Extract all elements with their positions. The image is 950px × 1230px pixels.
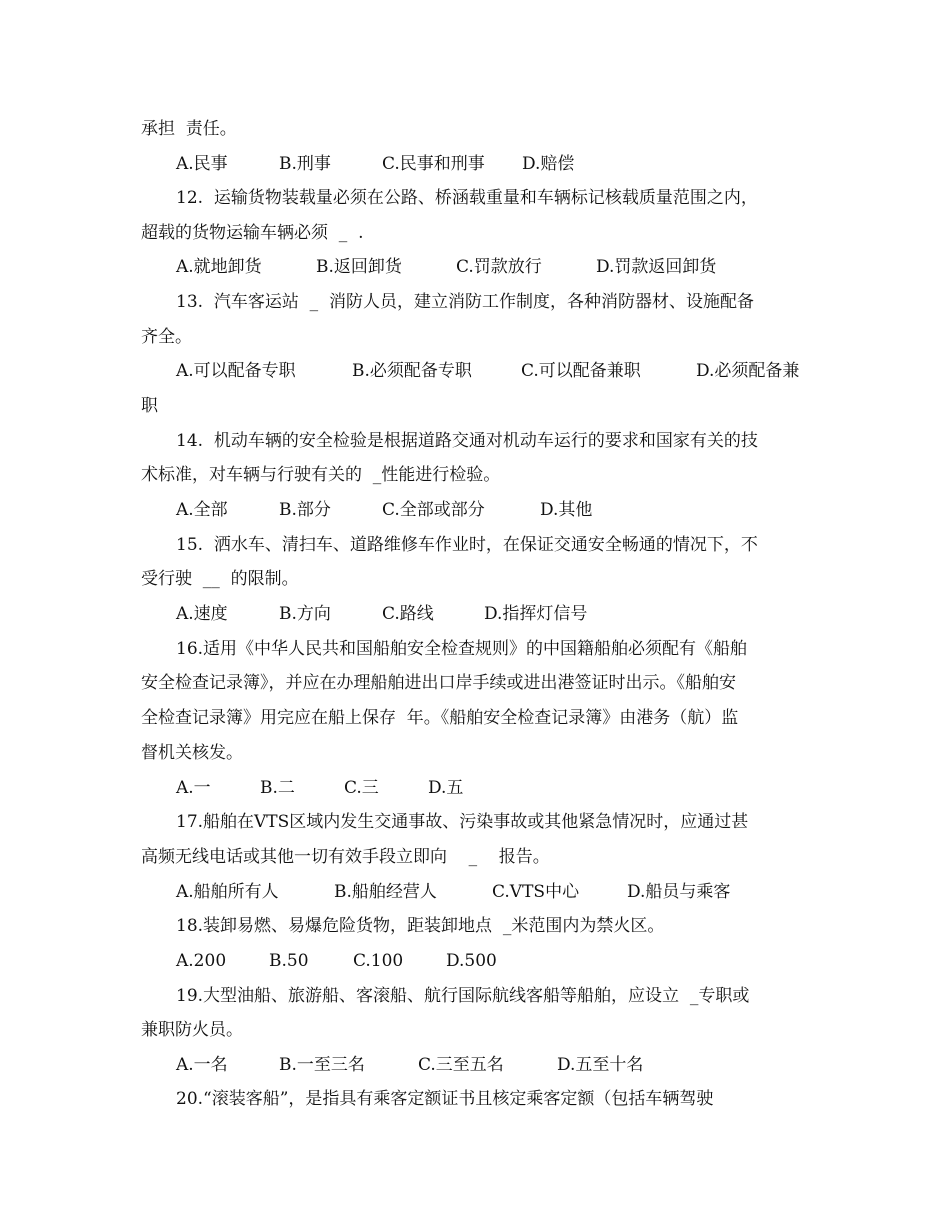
option-d: D.五至十名	[557, 1055, 644, 1075]
option-d: D.500	[446, 951, 497, 971]
answer-options	[176, 154, 575, 174]
option-c: C.民事和刑事	[382, 154, 485, 174]
option-d: D.必须配备兼	[696, 361, 800, 381]
option-d: D.其他	[540, 500, 593, 520]
option-a: A.一名	[176, 1055, 228, 1075]
answer-options	[176, 257, 717, 277]
option-c: C.路线	[382, 604, 434, 624]
option-c: C.VTS中心	[492, 882, 580, 902]
question-text-line: 承担 责任。	[141, 119, 237, 139]
option-b: B.刑事	[279, 154, 331, 174]
answer-options	[176, 1055, 644, 1075]
question-13-line-1: 13. 汽车客运站 _ 消防人员，建立消防工作制度，各种消防器材、设施配备	[176, 292, 754, 312]
option-a: A.船舶所有人	[176, 882, 279, 902]
option-a: A.就地卸货	[176, 257, 262, 277]
question-14-line-2: 术标准，对车辆与行驶有关的 _性能进行检验。	[141, 465, 501, 485]
answer-options	[176, 951, 497, 971]
option-b: B.必须配备专职	[352, 361, 472, 381]
question-17-line-1: 17.船舶在VTS区域内发生交通事故、污染事故或其他紧急情况时，应通过甚	[176, 812, 749, 832]
option-b: B.部分	[279, 500, 331, 520]
option-b: B.方向	[279, 604, 331, 624]
question-20-line-1: 20.“滚装客船”，是指具有乘客定额证书且核定乘客定额（包括车辆驾驶	[176, 1089, 714, 1109]
option-c: C.三至五名	[418, 1055, 504, 1075]
question-13-line-2: 齐全。	[141, 327, 192, 347]
option-c: C.全部或部分	[382, 500, 485, 520]
option-b: B.一至三名	[279, 1055, 365, 1075]
option-a: A.速度	[176, 604, 228, 624]
question-14-line-1: 14. 机动车辆的安全检验是根据道路交通对机动车运行的要求和国家有关的技	[176, 431, 758, 451]
option-d: D.罚款返回卸货	[596, 257, 717, 277]
question-18-line-1: 18.装卸易燃、易爆危险货物，距装卸地点 _米范围内为禁火区。	[176, 916, 665, 936]
answer-options	[176, 778, 464, 798]
question-12-line-2: 超载的货物运输车辆必须 _ .	[141, 223, 364, 243]
answer-options	[176, 604, 588, 624]
question-12-line-1: 12. 运输货物装载量必须在公路、桥涵载重量和车辆标记核载质量范围之内，	[176, 188, 758, 208]
option-d: D.指挥灯信号	[484, 604, 588, 624]
option-a: A.可以配备专职	[176, 361, 296, 381]
question-15-line-1: 15. 洒水车、清扫车、道路维修车作业时，在保证交通安全畅通的情况下，不	[176, 535, 758, 555]
question-19-line-2: 兼职防火员。	[141, 1020, 243, 1040]
option-b: B.返回卸货	[316, 257, 402, 277]
question-16-line-3: 全检查记录簿》用完应在船上保存 年。《船舶安全检查记录簿》由港务（航）监	[141, 708, 739, 728]
question-16-line-2: 安全检查记录簿》，并应在办理船舶进出口岸手续或进出港签证时出示。《船舶安	[141, 673, 736, 693]
option-c: C.100	[353, 951, 404, 971]
answer-options	[176, 882, 731, 902]
option-c: C.罚款放行	[456, 257, 542, 277]
option-b: B.50	[269, 951, 309, 971]
option-b: B.船舶经营人	[334, 882, 437, 902]
option-d-continuation: 职	[141, 396, 158, 416]
option-a: A.一	[176, 778, 211, 798]
option-d: D.赔偿	[522, 154, 575, 174]
question-15-line-2: 受行驶 __ 的限制。	[141, 569, 299, 589]
option-d: D.船员与乘客	[627, 882, 731, 902]
answer-options	[176, 500, 593, 520]
option-a: A.全部	[176, 500, 228, 520]
question-16-line-4: 督机关核发。	[141, 743, 243, 763]
question-17-line-2: 高频无线电话或其他一切有效手段立即向 _ 报告。	[141, 847, 550, 867]
option-b: B.二	[260, 778, 295, 798]
question-16-line-1: 16.适用《中华人民共和国船舶安全检查规则》的中国籍船舶必须配有《船舶	[176, 639, 748, 659]
option-a: A.民事	[176, 154, 228, 174]
option-c: C.可以配备兼职	[521, 361, 641, 381]
option-c: C.三	[344, 778, 379, 798]
question-19-line-1: 19.大型油船、旅游船、客滚船、航行国际航线客船等船舶，应设立 _专职或	[176, 986, 750, 1006]
option-a: A.200	[176, 951, 227, 971]
answer-options	[176, 361, 800, 381]
option-d: D.五	[428, 778, 464, 798]
